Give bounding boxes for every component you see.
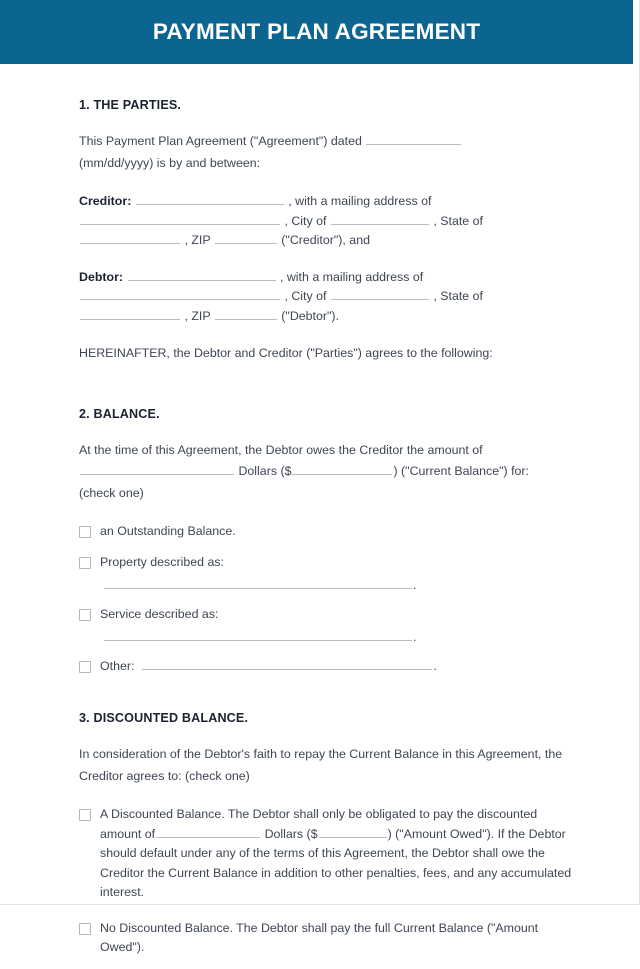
service-description-period: . [413, 630, 417, 644]
balance-after-amount: ) ("Current Balance") for: [393, 464, 529, 478]
spacer-before-discounted [79, 687, 577, 711]
debtor-text-2: , City of [284, 289, 327, 303]
balance-option-outstanding[interactable] [79, 522, 577, 542]
discounted-amount-number-blank[interactable] [319, 826, 387, 838]
document-header-bar [0, 0, 633, 64]
discounted-intro-paragraph: In consideration of the Debtor's faith to repay the Current Balance in this Agreement, the Creditor agrees to: (check one) [79, 747, 563, 783]
creditor-zip-blank[interactable] [215, 232, 277, 244]
balance-paragraph [79, 440, 577, 505]
balance-options-list [79, 522, 577, 676]
discounted-option-a-text [100, 805, 577, 903]
balance-line-1: At the time of this Agreement, the Debtor owes the Creditor the amount of [79, 442, 483, 457]
balance-option-service-group [79, 605, 577, 648]
creditor-text-2: , City of [284, 213, 327, 228]
creditor-text-4: , ZIP [184, 233, 211, 247]
debtor-address-blank[interactable] [80, 288, 280, 300]
debtor-text-3: , State of [433, 289, 483, 303]
balance-option-property-group [79, 553, 577, 596]
hereinafter-paragraph: HEREINAFTER, the Debtor and Creditor ("Parties") agrees to the following: [79, 346, 493, 360]
checkbox-icon-other[interactable] [79, 661, 91, 673]
creditor-name-blank[interactable] [136, 193, 284, 205]
balance-option-label-3: Other: [100, 658, 135, 673]
service-description-row [79, 628, 577, 648]
property-description-blank[interactable] [104, 577, 412, 589]
current-balance-words-blank[interactable] [80, 463, 234, 475]
balance-option-service[interactable] [79, 605, 577, 625]
parties-intro-paragraph [79, 131, 577, 174]
checkbox-icon-no-discounted-balance[interactable] [79, 923, 91, 935]
parties-intro-text-b: (mm/dd/yyyy) is by and between: [79, 155, 261, 170]
checkbox-icon-service[interactable] [79, 609, 91, 621]
checkbox-icon-discounted-balance[interactable] [79, 809, 91, 821]
debtor-state-blank[interactable] [80, 308, 180, 320]
discounted-amount-words-blank[interactable] [156, 826, 260, 838]
section-heading-discounted-balance: 3. DISCOUNTED BALANCE. [79, 711, 249, 725]
debtor-city-blank[interactable] [331, 288, 429, 300]
debtor-block [79, 268, 577, 327]
debtor-text-4: , ZIP [184, 308, 211, 323]
discounted-option-a[interactable] [79, 805, 577, 903]
creditor-text-5: ("Creditor"), and [281, 233, 370, 247]
spacer-before-balance [79, 383, 577, 407]
creditor-text-3: , State of [433, 213, 483, 228]
balance-option-property[interactable] [79, 553, 577, 573]
debtor-text-5: ("Debtor"). [281, 308, 339, 323]
checkbox-icon-outstanding-balance[interactable] [79, 526, 91, 538]
discounted-option-b[interactable] [79, 919, 577, 958]
debtor-label: Debtor: [79, 269, 124, 284]
discounted-options-list [79, 805, 577, 958]
discounted-option-a-part-2: Dollars ($ [264, 826, 318, 841]
other-description-blank[interactable] [142, 658, 432, 670]
creditor-text-1: , with a mailing address of [288, 194, 432, 208]
creditor-state-blank[interactable] [80, 232, 180, 244]
balance-option-label-1: Property described as: [100, 554, 224, 569]
debtor-name-blank[interactable] [128, 269, 276, 281]
discounted-option-a-part-3: ) ("Amount Owed"). If the Debtor should default under any of the terms of this Agreement, the Debtor shall owe the Creditor the Current Balance in addition to other penalties, fees, and any accumulated interest. [100, 826, 572, 899]
parties-intro-text-a: This Payment Plan Agreement ("Agreement") dated [79, 134, 362, 148]
debtor-zip-blank[interactable] [215, 308, 277, 320]
page-title: PAYMENT PLAN AGREEMENT [152, 18, 481, 44]
balance-option-label-2: Service described as: [100, 606, 219, 621]
creditor-label: Creditor: [79, 194, 132, 208]
property-description-row [79, 576, 577, 596]
section-heading-parties: 1. THE PARTIES. [79, 98, 182, 112]
other-description-period: . [433, 658, 437, 673]
document-body [0, 64, 633, 969]
balance-dollars-word: Dollars ($ [238, 464, 292, 478]
creditor-city-blank[interactable] [331, 213, 429, 225]
discounted-option-b-text: No Discounted Balance. The Debtor shall pay the full Current Balance ("Amount Owed"). [100, 920, 539, 954]
spacer-property-service [79, 596, 577, 605]
balance-option-label-0: an Outstanding Balance. [100, 524, 236, 538]
creditor-block [79, 192, 577, 251]
service-description-blank[interactable] [104, 629, 412, 641]
debtor-text-1: , with a mailing address of [279, 269, 424, 284]
creditor-address-blank[interactable] [80, 213, 280, 225]
checkbox-icon-property[interactable] [79, 557, 91, 569]
discounted-option-a-part-1: A Discounted Balance. The Debtor shall only be obligated to pay the discounted amount of [100, 807, 538, 841]
spacer-service-other [79, 648, 577, 657]
balance-option-other[interactable] [79, 657, 577, 677]
current-balance-amount-blank[interactable] [292, 463, 392, 475]
balance-option-other-text [100, 657, 577, 677]
section-heading-balance: 2. BALANCE. [79, 406, 160, 421]
balance-check-one: (check one) [79, 485, 144, 500]
property-description-period: . [413, 578, 417, 592]
date-blank-line[interactable] [366, 133, 461, 145]
